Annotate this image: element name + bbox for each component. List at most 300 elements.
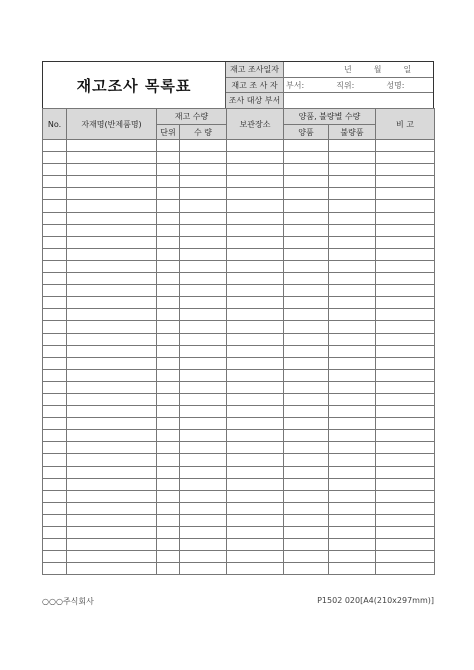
- table-cell[interactable]: [376, 345, 435, 357]
- table-cell[interactable]: [180, 309, 227, 321]
- table-cell[interactable]: [43, 442, 67, 454]
- table-cell[interactable]: [227, 381, 284, 393]
- table-cell[interactable]: [180, 224, 227, 236]
- table-cell[interactable]: [180, 200, 227, 212]
- table-cell[interactable]: [180, 430, 227, 442]
- table-cell[interactable]: [180, 357, 227, 369]
- table-cell[interactable]: [329, 563, 376, 575]
- table-cell[interactable]: [180, 539, 227, 551]
- table-cell[interactable]: [157, 466, 180, 478]
- table-cell[interactable]: [376, 152, 435, 164]
- table-cell[interactable]: [376, 539, 435, 551]
- table-cell[interactable]: [43, 248, 67, 260]
- table-cell[interactable]: [284, 260, 329, 272]
- table-cell[interactable]: [67, 140, 157, 152]
- table-cell[interactable]: [329, 527, 376, 539]
- table-cell[interactable]: [376, 551, 435, 563]
- table-cell[interactable]: [227, 188, 284, 200]
- table-cell[interactable]: [376, 248, 435, 260]
- table-cell[interactable]: [180, 418, 227, 430]
- table-cell[interactable]: [67, 224, 157, 236]
- table-cell[interactable]: [180, 164, 227, 176]
- table-cell[interactable]: [329, 140, 376, 152]
- table-cell[interactable]: [284, 333, 329, 345]
- table-cell[interactable]: [227, 176, 284, 188]
- table-cell[interactable]: [67, 381, 157, 393]
- table-cell[interactable]: [157, 357, 180, 369]
- table-cell[interactable]: [157, 176, 180, 188]
- table-cell[interactable]: [227, 551, 284, 563]
- table-cell[interactable]: [180, 140, 227, 152]
- table-cell[interactable]: [329, 309, 376, 321]
- table-cell[interactable]: [43, 321, 67, 333]
- table-cell[interactable]: [376, 442, 435, 454]
- table-cell[interactable]: [43, 369, 67, 381]
- table-cell[interactable]: [180, 466, 227, 478]
- table-cell[interactable]: [157, 527, 180, 539]
- table-cell[interactable]: [376, 212, 435, 224]
- table-cell[interactable]: [67, 188, 157, 200]
- table-cell[interactable]: [227, 333, 284, 345]
- table-cell[interactable]: [180, 297, 227, 309]
- table-cell[interactable]: [227, 236, 284, 248]
- table-cell[interactable]: [329, 260, 376, 272]
- table-cell[interactable]: [284, 563, 329, 575]
- table-cell[interactable]: [376, 273, 435, 285]
- table-cell[interactable]: [157, 442, 180, 454]
- table-cell[interactable]: [329, 514, 376, 526]
- table-cell[interactable]: [180, 478, 227, 490]
- table-cell[interactable]: [67, 406, 157, 418]
- table-cell[interactable]: [180, 514, 227, 526]
- table-cell[interactable]: [157, 309, 180, 321]
- table-cell[interactable]: [284, 164, 329, 176]
- table-cell[interactable]: [180, 527, 227, 539]
- table-cell[interactable]: [43, 236, 67, 248]
- table-cell[interactable]: [157, 212, 180, 224]
- table-cell[interactable]: [67, 430, 157, 442]
- table-cell[interactable]: [329, 539, 376, 551]
- table-cell[interactable]: [329, 248, 376, 260]
- table-cell[interactable]: [284, 430, 329, 442]
- table-cell[interactable]: [329, 418, 376, 430]
- table-cell[interactable]: [284, 309, 329, 321]
- table-cell[interactable]: [180, 551, 227, 563]
- table-cell[interactable]: [180, 406, 227, 418]
- table-cell[interactable]: [284, 478, 329, 490]
- table-cell[interactable]: [329, 164, 376, 176]
- table-cell[interactable]: [180, 381, 227, 393]
- table-cell[interactable]: [227, 466, 284, 478]
- table-cell[interactable]: [227, 200, 284, 212]
- table-cell[interactable]: [284, 381, 329, 393]
- table-cell[interactable]: [284, 285, 329, 297]
- table-cell[interactable]: [43, 273, 67, 285]
- table-cell[interactable]: [329, 406, 376, 418]
- table-cell[interactable]: [180, 502, 227, 514]
- table-cell[interactable]: [329, 200, 376, 212]
- table-cell[interactable]: [284, 539, 329, 551]
- table-cell[interactable]: [67, 152, 157, 164]
- table-cell[interactable]: [157, 418, 180, 430]
- table-cell[interactable]: [180, 152, 227, 164]
- table-cell[interactable]: [180, 236, 227, 248]
- table-cell[interactable]: [157, 393, 180, 405]
- table-cell[interactable]: [67, 393, 157, 405]
- table-cell[interactable]: [284, 152, 329, 164]
- table-cell[interactable]: [157, 200, 180, 212]
- table-cell[interactable]: [376, 514, 435, 526]
- table-cell[interactable]: [227, 285, 284, 297]
- table-cell[interactable]: [180, 490, 227, 502]
- table-cell[interactable]: [329, 466, 376, 478]
- table-cell[interactable]: [284, 176, 329, 188]
- table-cell[interactable]: [329, 345, 376, 357]
- table-cell[interactable]: [67, 321, 157, 333]
- table-cell[interactable]: [227, 527, 284, 539]
- table-cell[interactable]: [43, 285, 67, 297]
- table-cell[interactable]: [227, 406, 284, 418]
- table-cell[interactable]: [43, 418, 67, 430]
- table-cell[interactable]: [284, 490, 329, 502]
- table-cell[interactable]: [43, 527, 67, 539]
- table-cell[interactable]: [67, 502, 157, 514]
- table-cell[interactable]: [157, 490, 180, 502]
- table-cell[interactable]: [43, 345, 67, 357]
- table-cell[interactable]: [67, 260, 157, 272]
- table-cell[interactable]: [67, 285, 157, 297]
- table-cell[interactable]: [284, 357, 329, 369]
- table-cell[interactable]: [284, 502, 329, 514]
- table-cell[interactable]: [67, 200, 157, 212]
- table-cell[interactable]: [376, 297, 435, 309]
- table-cell[interactable]: [180, 260, 227, 272]
- table-cell[interactable]: [376, 188, 435, 200]
- table-cell[interactable]: [227, 418, 284, 430]
- table-cell[interactable]: [157, 345, 180, 357]
- table-row: [43, 345, 435, 357]
- table-cell[interactable]: [329, 224, 376, 236]
- table-cell[interactable]: [43, 152, 67, 164]
- table-cell[interactable]: [329, 188, 376, 200]
- table-cell[interactable]: [376, 406, 435, 418]
- table-cell[interactable]: [329, 393, 376, 405]
- table-cell[interactable]: [329, 490, 376, 502]
- table-cell[interactable]: [376, 563, 435, 575]
- table-cell[interactable]: [329, 285, 376, 297]
- table-cell[interactable]: [284, 442, 329, 454]
- table-cell[interactable]: [376, 333, 435, 345]
- form-header: [42, 61, 434, 108]
- table-cell[interactable]: [180, 454, 227, 466]
- table-cell[interactable]: [376, 393, 435, 405]
- table-cell[interactable]: [43, 430, 67, 442]
- table-cell[interactable]: [284, 212, 329, 224]
- table-cell[interactable]: [180, 176, 227, 188]
- table-cell[interactable]: [227, 430, 284, 442]
- table-cell[interactable]: [180, 285, 227, 297]
- table-cell[interactable]: [67, 297, 157, 309]
- table-cell[interactable]: [43, 224, 67, 236]
- table-cell[interactable]: [43, 539, 67, 551]
- table-cell[interactable]: [227, 248, 284, 260]
- table-cell[interactable]: [227, 393, 284, 405]
- table-cell[interactable]: [376, 466, 435, 478]
- table-cell[interactable]: [43, 212, 67, 224]
- table-cell[interactable]: [376, 527, 435, 539]
- col-stock-qty: 재고 수량: [157, 109, 227, 125]
- table-cell[interactable]: [227, 478, 284, 490]
- table-cell[interactable]: [284, 236, 329, 248]
- table-cell[interactable]: [376, 176, 435, 188]
- table-cell[interactable]: [227, 273, 284, 285]
- table-cell[interactable]: [227, 357, 284, 369]
- table-cell[interactable]: [329, 478, 376, 490]
- table-cell[interactable]: [157, 478, 180, 490]
- table-cell[interactable]: [180, 188, 227, 200]
- table-cell[interactable]: [157, 406, 180, 418]
- table-cell[interactable]: [157, 224, 180, 236]
- table-cell[interactable]: [284, 406, 329, 418]
- table-cell[interactable]: [227, 345, 284, 357]
- table-cell[interactable]: [284, 466, 329, 478]
- table-cell[interactable]: [376, 454, 435, 466]
- table-cell[interactable]: [67, 164, 157, 176]
- table-cell[interactable]: [67, 454, 157, 466]
- table-cell[interactable]: [67, 527, 157, 539]
- table-cell[interactable]: [376, 260, 435, 272]
- table-cell[interactable]: [157, 514, 180, 526]
- table-cell[interactable]: [157, 369, 180, 381]
- table-cell[interactable]: [227, 369, 284, 381]
- table-cell[interactable]: [43, 309, 67, 321]
- table-cell[interactable]: [376, 321, 435, 333]
- table-cell[interactable]: [284, 514, 329, 526]
- table-cell[interactable]: [67, 357, 157, 369]
- table-cell[interactable]: [376, 224, 435, 236]
- table-cell[interactable]: [43, 200, 67, 212]
- table-cell[interactable]: [43, 454, 67, 466]
- table-cell[interactable]: [227, 140, 284, 152]
- table-cell[interactable]: [67, 539, 157, 551]
- table-cell[interactable]: [157, 563, 180, 575]
- table-cell[interactable]: [43, 188, 67, 200]
- table-cell[interactable]: [157, 236, 180, 248]
- table-cell[interactable]: [67, 345, 157, 357]
- table-cell[interactable]: [180, 212, 227, 224]
- table-cell[interactable]: [329, 321, 376, 333]
- table-cell[interactable]: [227, 454, 284, 466]
- target-dept-field[interactable]: [284, 93, 433, 108]
- table-cell[interactable]: [43, 164, 67, 176]
- table-cell[interactable]: [180, 273, 227, 285]
- table-cell[interactable]: [43, 393, 67, 405]
- table-cell[interactable]: [284, 297, 329, 309]
- table-cell[interactable]: [157, 430, 180, 442]
- table-cell[interactable]: [43, 490, 67, 502]
- table-cell[interactable]: [376, 418, 435, 430]
- table-cell[interactable]: [284, 248, 329, 260]
- table-cell[interactable]: [329, 454, 376, 466]
- table-cell[interactable]: [180, 345, 227, 357]
- table-cell[interactable]: [329, 502, 376, 514]
- table-cell[interactable]: [180, 393, 227, 405]
- table-cell[interactable]: [376, 430, 435, 442]
- table-row: [43, 236, 435, 248]
- table-cell[interactable]: [284, 224, 329, 236]
- table-cell[interactable]: [43, 563, 67, 575]
- table-cell[interactable]: [67, 333, 157, 345]
- table-cell[interactable]: [284, 551, 329, 563]
- table-cell[interactable]: [376, 200, 435, 212]
- table-cell[interactable]: [329, 430, 376, 442]
- table-cell[interactable]: [157, 454, 180, 466]
- table-cell[interactable]: [329, 212, 376, 224]
- table-row: [43, 152, 435, 164]
- table-cell[interactable]: [67, 490, 157, 502]
- table-row: [43, 442, 435, 454]
- table-cell[interactable]: [157, 539, 180, 551]
- table-cell[interactable]: [284, 188, 329, 200]
- table-cell[interactable]: [227, 539, 284, 551]
- table-cell[interactable]: [157, 164, 180, 176]
- table-cell[interactable]: [157, 152, 180, 164]
- table-cell[interactable]: [376, 140, 435, 152]
- table-cell[interactable]: [227, 297, 284, 309]
- table-row: [43, 273, 435, 285]
- table-cell[interactable]: [376, 309, 435, 321]
- table-cell[interactable]: [43, 406, 67, 418]
- table-cell[interactable]: [284, 454, 329, 466]
- table-cell[interactable]: [43, 551, 67, 563]
- table-cell[interactable]: [227, 260, 284, 272]
- table-cell[interactable]: [376, 369, 435, 381]
- table-cell[interactable]: [157, 551, 180, 563]
- table-cell[interactable]: [67, 418, 157, 430]
- table-cell[interactable]: [157, 381, 180, 393]
- table-cell[interactable]: [157, 285, 180, 297]
- table-cell[interactable]: [376, 478, 435, 490]
- table-cell[interactable]: [67, 551, 157, 563]
- table-cell[interactable]: [227, 563, 284, 575]
- table-cell[interactable]: [329, 297, 376, 309]
- table-cell[interactable]: [67, 248, 157, 260]
- table-cell[interactable]: [67, 369, 157, 381]
- table-cell[interactable]: [67, 466, 157, 478]
- table-cell[interactable]: [284, 418, 329, 430]
- table-cell[interactable]: [227, 442, 284, 454]
- table-cell[interactable]: [67, 176, 157, 188]
- table-cell[interactable]: [376, 236, 435, 248]
- table-cell[interactable]: [329, 273, 376, 285]
- table-cell[interactable]: [157, 321, 180, 333]
- table-cell[interactable]: [43, 381, 67, 393]
- table-cell[interactable]: [376, 164, 435, 176]
- table-cell[interactable]: [329, 333, 376, 345]
- table-cell[interactable]: [157, 140, 180, 152]
- table-cell[interactable]: [67, 212, 157, 224]
- table-cell[interactable]: [284, 527, 329, 539]
- table-cell[interactable]: [157, 333, 180, 345]
- table-cell[interactable]: [157, 188, 180, 200]
- table-cell[interactable]: [180, 442, 227, 454]
- table-cell[interactable]: [284, 345, 329, 357]
- table-cell[interactable]: [284, 273, 329, 285]
- table-cell[interactable]: [329, 357, 376, 369]
- table-cell[interactable]: [180, 333, 227, 345]
- col-no: No.: [43, 109, 67, 140]
- survey-date-field[interactable]: [284, 62, 433, 77]
- table-cell[interactable]: [227, 152, 284, 164]
- table-cell[interactable]: [157, 260, 180, 272]
- table-cell[interactable]: [67, 563, 157, 575]
- table-cell[interactable]: [43, 502, 67, 514]
- table-cell[interactable]: [329, 381, 376, 393]
- table-cell[interactable]: [43, 466, 67, 478]
- table-cell[interactable]: [157, 248, 180, 260]
- table-cell[interactable]: [284, 140, 329, 152]
- table-cell[interactable]: [284, 200, 329, 212]
- table-cell[interactable]: [227, 502, 284, 514]
- table-cell[interactable]: [329, 442, 376, 454]
- table-cell[interactable]: [67, 442, 157, 454]
- table-cell[interactable]: [376, 381, 435, 393]
- table-cell[interactable]: [329, 551, 376, 563]
- table-cell[interactable]: [227, 514, 284, 526]
- table-cell[interactable]: [43, 333, 67, 345]
- table-cell[interactable]: [376, 357, 435, 369]
- table-cell[interactable]: [284, 393, 329, 405]
- table-cell[interactable]: [329, 176, 376, 188]
- table-cell[interactable]: [157, 297, 180, 309]
- table-cell[interactable]: [284, 369, 329, 381]
- table-cell[interactable]: [180, 369, 227, 381]
- table-cell[interactable]: [180, 321, 227, 333]
- table-cell[interactable]: [329, 236, 376, 248]
- table-cell[interactable]: [157, 502, 180, 514]
- table-cell[interactable]: [67, 478, 157, 490]
- table-cell[interactable]: [43, 297, 67, 309]
- table-cell[interactable]: [284, 321, 329, 333]
- table-cell[interactable]: [227, 224, 284, 236]
- table-cell[interactable]: [43, 176, 67, 188]
- table-cell[interactable]: [329, 152, 376, 164]
- table-cell[interactable]: [227, 164, 284, 176]
- table-cell[interactable]: [67, 273, 157, 285]
- table-cell[interactable]: [43, 140, 67, 152]
- table-cell[interactable]: [157, 273, 180, 285]
- table-cell[interactable]: [376, 502, 435, 514]
- table-cell[interactable]: [180, 563, 227, 575]
- table-cell[interactable]: [329, 369, 376, 381]
- table-cell[interactable]: [67, 309, 157, 321]
- table-cell[interactable]: [227, 321, 284, 333]
- table-cell[interactable]: [43, 514, 67, 526]
- inspector-field[interactable]: [284, 78, 433, 93]
- table-cell[interactable]: [43, 260, 67, 272]
- table-cell[interactable]: [180, 248, 227, 260]
- table-cell[interactable]: [227, 212, 284, 224]
- table-row: [43, 369, 435, 381]
- table-cell[interactable]: [376, 490, 435, 502]
- table-cell[interactable]: [227, 490, 284, 502]
- table-cell[interactable]: [227, 309, 284, 321]
- table-cell[interactable]: [43, 357, 67, 369]
- table-cell[interactable]: [376, 285, 435, 297]
- table-cell[interactable]: [67, 236, 157, 248]
- table-cell[interactable]: [67, 514, 157, 526]
- table-cell[interactable]: [43, 478, 67, 490]
